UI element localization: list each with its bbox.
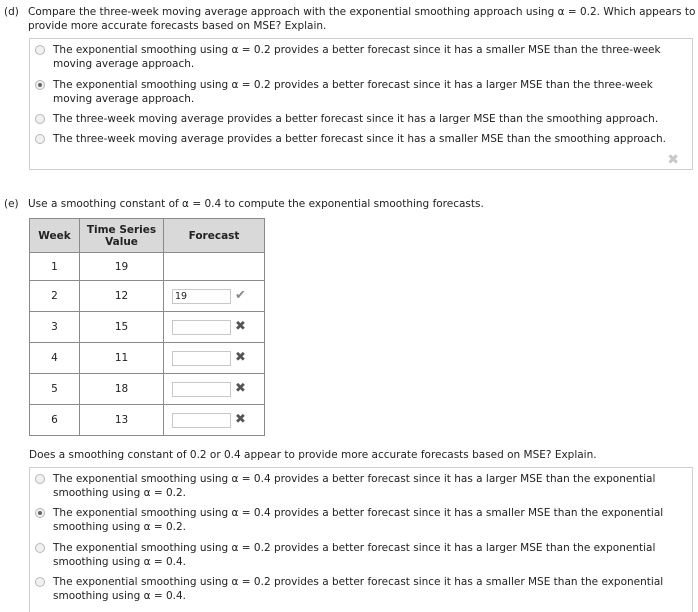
forecast-cell [164,374,265,405]
radio-button[interactable] [35,45,45,55]
forecast-input-week-2[interactable] [172,289,231,304]
part-d-choices [29,38,693,170]
week-cell: 3 [30,312,80,343]
forecast-input-week-4[interactable] [172,351,231,366]
forecast-cell [164,281,265,312]
table-row [30,405,265,436]
part-e-instruction-text: Use a smoothing constant of α = 0.4 to compute the exponential smoothing forecasts. [28,198,484,210]
week-cell: 1 [30,253,80,281]
forecast-cell [164,343,265,374]
week-cell: 5 [30,374,80,405]
part-d-question-line1: Compare the three-week moving average approach with the exponential smoothing approach using α = 0.2. Which appears to [28,6,696,18]
forecast-cell [164,312,265,343]
forecast-input-week-6[interactable] [172,413,231,428]
option-text-line1: The exponential smoothing using α = 0.2 provides a better forecast since it has a larger MSE than the exponential [53,542,656,554]
checkmark-icon: ✔ [235,288,246,303]
close-icon: ✖ [667,152,679,168]
week-cell: 6 [30,405,80,436]
forecast-input-week-5[interactable] [172,382,231,397]
forecast-cell-empty [164,253,265,281]
cross-icon: ✖ [235,350,246,365]
table-row [30,281,265,312]
radio-button[interactable] [35,114,45,124]
option-text-line1: The exponential smoothing using α = 0.2 provides a better forecast since it has a smaller MSE than the exponential [53,576,664,588]
option-text-line2: smoothing using α = 0.4. [53,556,187,568]
part-e-instruction [4,197,484,211]
value-cell: 15 [80,312,164,343]
option-text-line2: smoothing using α = 0.2. [53,521,187,533]
option-text-line2: moving average approach. [53,58,195,70]
week-cell: 4 [30,343,80,374]
radio-button-selected[interactable] [35,508,45,518]
radio-button[interactable] [35,577,45,587]
option-text-line1: The exponential smoothing using α = 0.4 provides a better forecast since it has a smaller MSE than the exponential [53,507,664,519]
part-e-choices [29,467,693,612]
week-cell: 2 [30,281,80,312]
forecast-table [29,218,265,436]
table-row [30,374,265,405]
table-row [30,343,265,374]
part-e-question2: Does a smoothing constant of 0.2 or 0.4 appear to provide more accurate forecasts based on MSE? Explain. [29,449,597,461]
part-d-question [4,5,696,33]
radio-button[interactable] [35,134,45,144]
part-d-label: (d) [4,6,19,18]
radio-button[interactable] [35,543,45,553]
value-cell: 12 [80,281,164,312]
radio-button-selected[interactable] [35,80,45,90]
part-d-question-line2: provide more accurate forecasts based on MSE? Explain. [28,20,327,32]
option-text-line1: The exponential smoothing using α = 0.2 provides a better forecast since it has a larger MSE than the three-week [53,79,653,91]
option-text-line1: The exponential smoothing using α = 0.2 provides a better forecast since it has a smaller MSE than the three-week [53,44,661,56]
option-text-line1: The exponential smoothing using α = 0.4 provides a better forecast since it has a larger MSE than the exponential [53,473,656,485]
option-text-line2: smoothing using α = 0.4. [53,590,187,602]
header-time-series-value: Time Series Value [80,219,164,253]
table-row [30,312,265,343]
option-text-line1: The three-week moving average provides a better forecast since it has a smaller MSE than the smoothing approach. [53,133,666,145]
part-e-label: (e) [4,198,19,210]
header-week: Week [30,219,80,253]
value-cell: 13 [80,405,164,436]
table-row [30,253,265,281]
cross-icon: ✖ [235,319,246,334]
cross-icon: ✖ [235,412,246,427]
cross-icon: ✖ [235,381,246,396]
header-forecast: Forecast [164,219,265,253]
option-text-line1: The three-week moving average provides a better forecast since it has a larger MSE than the smoothing approach. [53,113,659,125]
option-text-line2: moving average approach. [53,93,195,105]
forecast-input-week-3[interactable] [172,320,231,335]
value-cell: 19 [80,253,164,281]
value-cell: 18 [80,374,164,405]
option-text-line2: smoothing using α = 0.2. [53,487,187,499]
forecast-cell [164,405,265,436]
value-cell: 11 [80,343,164,374]
radio-button[interactable] [35,474,45,484]
